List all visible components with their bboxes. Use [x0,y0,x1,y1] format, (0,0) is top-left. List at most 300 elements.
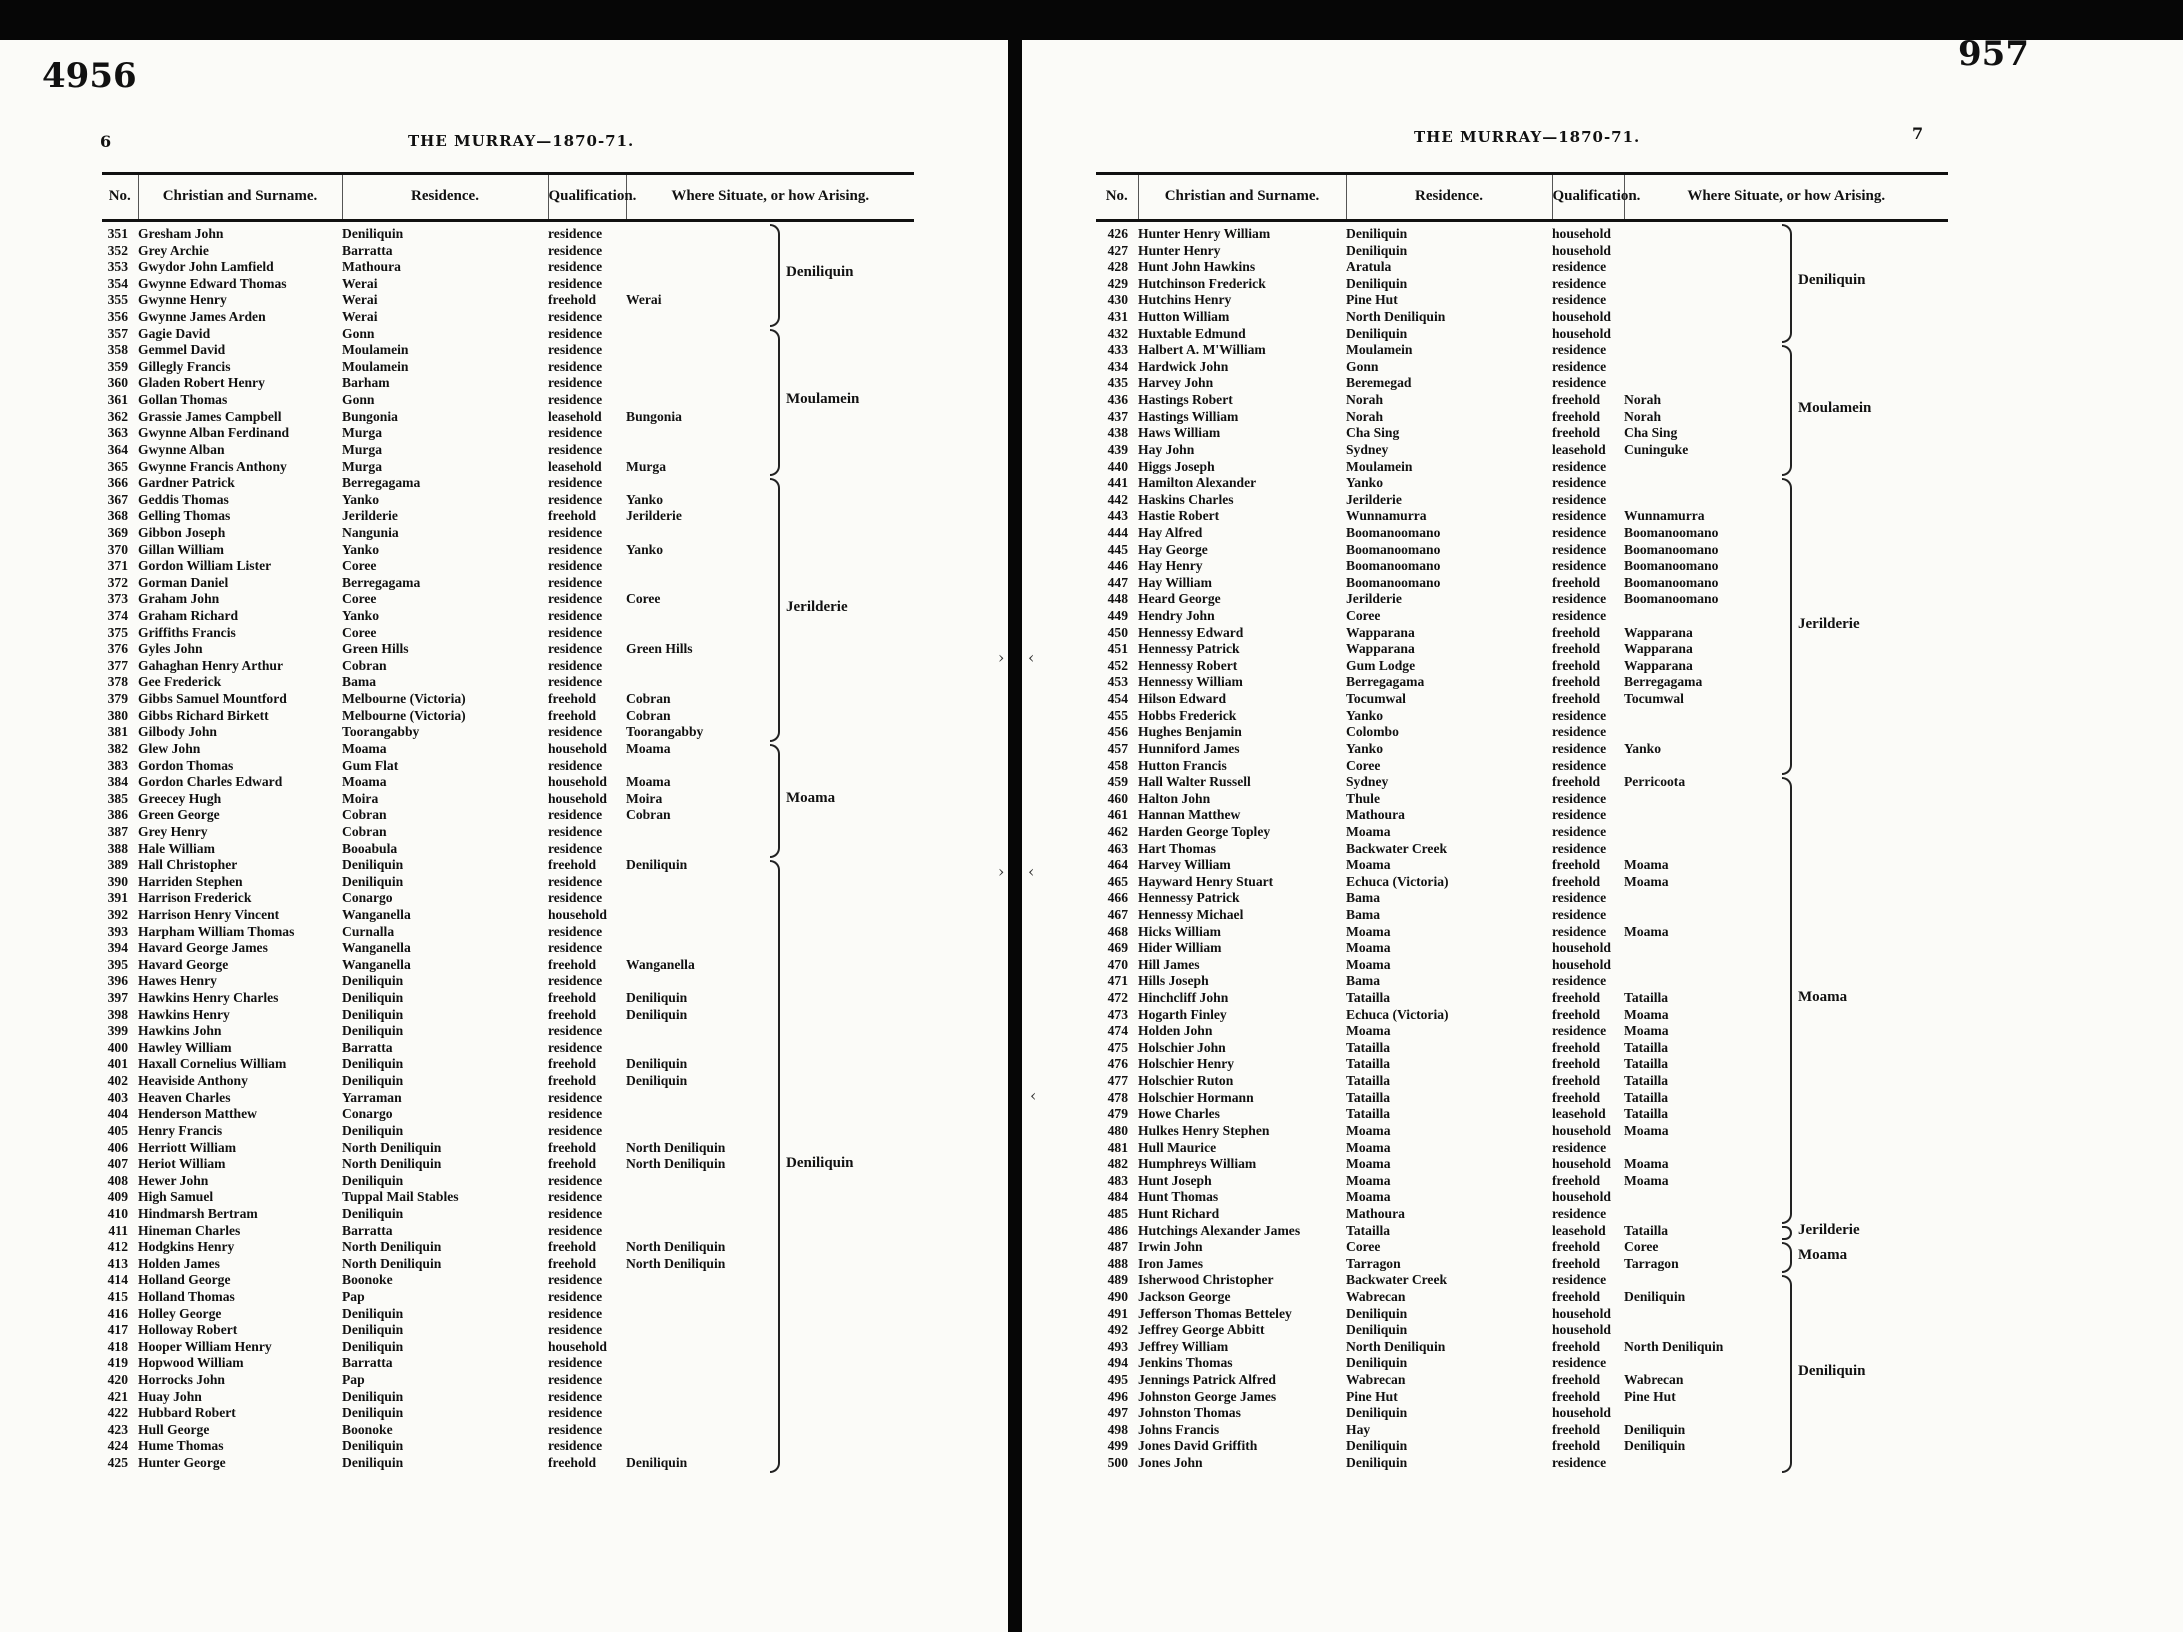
cell-qualification: residence [1552,608,1607,624]
cell-name: Grassie James Campbell [138,408,282,424]
cell-qualification: freehold [1552,1089,1601,1105]
cell-residence: Tatailla [1346,1056,1391,1072]
cell-name: Gyles John [138,641,203,657]
cell-name: Hay John [1138,441,1195,457]
cell-qualification: household [1552,1305,1611,1321]
cell-name: Holschier Henry [1138,1056,1235,1072]
cell-qualification: household [548,1338,607,1354]
cell-qualification: residence [548,1421,603,1437]
cell-no: 366 [107,475,128,491]
cell-qualification: residence [1552,757,1607,773]
cell-no: 376 [107,641,128,657]
gutter-mark: › [998,648,1005,667]
cell-no: 369 [107,524,128,540]
table-row [1096,508,1948,525]
cell-no: 431 [1107,309,1128,325]
cell-qualification: residence [548,358,603,374]
table-row [102,1256,914,1273]
cell-qualification: freehold [1552,574,1601,590]
cell-name: Huxtable Edmund [1138,325,1246,341]
cell-name: Holschier Hormann [1138,1089,1254,1105]
cell-qualification: residence [548,973,603,989]
cell-qualification: freehold [1552,1421,1601,1437]
cell-name: Hay William [1138,574,1212,590]
cell-residence: Deniliquin [342,1023,404,1039]
cell-where: Norah [1624,408,1662,424]
cell-residence: Yanko [342,541,380,557]
cell-no: 389 [107,857,128,873]
table-header-row [1096,174,1948,221]
cell-name: Hobbs Frederick [1138,707,1237,723]
table-row [1096,558,1948,575]
table-row [102,221,914,243]
cell-name: Isherwood Christopher [1138,1272,1274,1288]
cell-qualification: residence [1552,292,1607,308]
cell-no: 378 [107,674,128,690]
table-row [1096,1156,1948,1173]
table-row [1096,907,1948,924]
cell-name: Holden John [1138,1023,1213,1039]
cell-where: Moama [1624,857,1669,873]
cell-where: Wabrecan [1624,1372,1684,1388]
cell-name: Jennings Patrick Alfred [1138,1372,1276,1388]
cell-residence: Wunnamurra [1346,508,1427,524]
cell-residence: North Deniliquin [342,1239,442,1255]
cell-qualification: freehold [1552,674,1601,690]
cell-name: Horrocks John [138,1372,225,1388]
cell-where: Boomanoomano [1624,591,1719,607]
cell-residence: Yanko [1346,475,1384,491]
table-row [102,1389,914,1406]
cell-no: 397 [107,990,128,1006]
cell-qualification: freehold [1552,873,1601,889]
table-row [102,874,914,891]
cell-residence: Deniliquin [342,1305,404,1321]
cell-residence: Tocumwal [1346,691,1406,707]
cell-name: Gordon Charles Edward [138,774,283,790]
cell-qualification: residence [1552,259,1607,275]
cell-no: 391 [107,890,128,906]
cell-qualification: freehold [1552,408,1601,424]
table-row [1096,774,1948,791]
cell-name: Hennessy William [1138,674,1243,690]
cell-residence: Murga [342,458,383,474]
table-row [1096,674,1948,691]
cell-residence: Cha Sing [1346,425,1400,441]
cell-qualification: residence [1552,375,1607,391]
group-label: Moulamein [1798,399,1872,416]
cell-name: Graham John [138,591,220,607]
cell-no: 478 [1107,1089,1128,1105]
cell-where: Coree [626,591,661,607]
table-row [102,990,914,1007]
cell-qualification: residence [548,1222,603,1238]
cell-no: 387 [107,823,128,839]
cell-where: Moama [1624,873,1669,889]
table-row [1096,708,1948,725]
table-row [102,708,914,725]
table-row [1096,1040,1948,1057]
cell-name: Hull Maurice [1138,1139,1217,1155]
cell-name: Hayward Henry Stuart [1138,873,1274,889]
table-row [1096,1090,1948,1107]
cell-name: Irwin John [1138,1239,1203,1255]
cell-name: Grey Archie [138,242,209,258]
cell-residence: Deniliquin [1346,1355,1408,1371]
cell-residence: Moama [1346,857,1391,873]
cell-residence: Moama [1346,1156,1391,1172]
cell-qualification: residence [548,375,603,391]
cell-residence: Moulamein [1346,458,1413,474]
cell-name: Hale William [138,840,215,856]
cell-residence: Beremegad [1346,375,1412,391]
table-row [1096,973,1948,990]
group-bracket [1782,1275,1792,1472]
cell-qualification: residence [1552,1455,1607,1471]
cell-residence: Moama [342,740,387,756]
cell-no: 385 [107,790,128,806]
cell-no: 452 [1107,657,1128,673]
cell-where: Werai [626,292,662,308]
cell-qualification: residence [548,558,603,574]
cell-no: 461 [1107,807,1128,823]
cell-residence: Nangunia [342,524,399,540]
cell-residence: North Deniliquin [1346,309,1446,325]
cell-name: Hawkins Henry [138,1006,230,1022]
cell-no: 432 [1107,325,1128,341]
cell-where: Tocumwal [1624,691,1684,707]
table-row [1096,1206,1948,1223]
cell-qualification: freehold [1552,774,1601,790]
cell-no: 492 [1107,1322,1128,1338]
cell-qualification: residence [548,1388,603,1404]
cell-residence: Cobran [342,807,387,823]
cell-no: 405 [107,1122,128,1138]
cell-name: Harvey William [1138,857,1231,873]
cell-residence: Deniliquin [1346,1405,1408,1421]
cell-residence: Melbourne (Victoria) [342,691,466,707]
cell-no: 480 [1107,1122,1128,1138]
cell-no: 460 [1107,790,1128,806]
table-row [102,907,914,924]
cell-qualification: residence [548,309,603,325]
table-row [102,375,914,392]
column-header-no: No. [102,174,138,221]
cell-no: 424 [107,1438,128,1454]
cell-residence: North Deniliquin [342,1139,442,1155]
cell-residence: Jerilderie [342,508,398,524]
cell-residence: Tatailla [1346,1073,1391,1089]
cell-qualification: freehold [548,990,597,1006]
cell-no: 410 [107,1205,128,1221]
cell-residence: Murga [342,425,383,441]
table-row [102,1289,914,1306]
cell-no: 479 [1107,1106,1128,1122]
cell-where: Tatailla [1624,1106,1669,1122]
group-bracket [1782,345,1792,476]
cell-qualification: residence [1552,973,1607,989]
cell-no: 500 [1107,1455,1128,1471]
cell-qualification: leasehold [1552,1106,1606,1122]
cell-name: Hall Christopher [138,857,238,873]
table-row [102,691,914,708]
group-bracket [770,478,780,742]
table-row [1096,326,1948,343]
table-row [1096,841,1948,858]
cell-residence: Bama [1346,890,1380,906]
cell-residence: North Deniliquin [1346,1338,1446,1354]
cell-name: Hawes Henry [138,973,217,989]
cell-name: Halbert A. M'William [1138,342,1266,358]
cell-no: 438 [1107,425,1128,441]
cell-name: Gordon William Lister [138,558,272,574]
table-row [1096,425,1948,442]
cell-qualification: residence [548,873,603,889]
cell-residence: Barratta [342,1222,393,1238]
cell-no: 353 [107,259,128,275]
cell-qualification: household [1552,226,1611,241]
cell-name: Hider William [1138,940,1222,956]
cell-qualification: freehold [548,691,597,707]
cell-qualification: residence [1552,342,1607,358]
cell-where: North Deniliquin [626,1139,726,1155]
cell-no: 465 [1107,873,1128,889]
table-row [102,558,914,575]
cell-where: Tatailla [1624,1089,1669,1105]
cell-residence: Moama [1346,1189,1391,1205]
table-row [1096,1106,1948,1123]
cell-no: 481 [1107,1139,1128,1155]
cell-qualification: freehold [548,1006,597,1022]
table-row [102,940,914,957]
cell-qualification: residence [548,259,603,275]
table-row [1096,375,1948,392]
left-folio: 4956 [42,56,137,96]
cell-residence: Berregagama [342,475,421,491]
table-row [1096,1422,1948,1439]
cell-no: 455 [1107,707,1128,723]
cell-no: 429 [1107,275,1128,291]
group-label: Deniliquin [786,1155,854,1172]
cell-qualification: residence [548,591,603,607]
cell-qualification: residence [1552,591,1607,607]
cell-no: 408 [107,1172,128,1188]
cell-no: 469 [1107,940,1128,956]
cell-qualification: residence [548,674,603,690]
cell-residence: Aratula [1346,259,1392,275]
cell-residence: Werai [342,275,378,291]
cell-residence: Deniliquin [1346,275,1408,291]
cell-name: Hooper William Henry [138,1338,272,1354]
cell-residence: Deniliquin [1346,242,1408,258]
cell-no: 451 [1107,641,1128,657]
cell-where: Moama [1624,1023,1669,1039]
cell-residence: Deniliquin [342,1006,404,1022]
cell-no: 417 [107,1322,128,1338]
cell-where: Wunnamurra [1624,508,1705,524]
table-row [1096,691,1948,708]
cell-no: 494 [1107,1355,1128,1371]
cell-no: 358 [107,342,128,358]
cell-qualification: residence [548,1372,603,1388]
cell-name: Jones David Griffith [1138,1438,1258,1454]
cell-qualification: household [1552,956,1611,972]
cell-no: 415 [107,1289,128,1304]
table-row [102,924,914,941]
cell-qualification: leasehold [1552,441,1606,457]
cell-qualification: residence [1552,823,1607,839]
cell-name: Griffiths Francis [138,624,236,640]
table-row [1096,758,1948,775]
cell-no: 363 [107,425,128,441]
cell-residence: Moama [1346,923,1391,939]
cell-residence: Coree [342,591,377,607]
cell-no: 484 [1107,1189,1128,1205]
table-row [102,492,914,509]
cell-qualification: household [548,774,607,790]
cell-qualification: residence [548,1355,603,1371]
cell-no: 446 [1107,558,1128,574]
cell-residence: Gonn [1346,358,1379,374]
cell-no: 493 [1107,1338,1128,1354]
cell-where: Deniliquin [626,1056,688,1072]
cell-where: Cobran [626,691,671,707]
cell-residence: Deniliquin [342,1205,404,1221]
group-label: Moama [1798,989,1848,1006]
cell-where: Boomanoomano [1624,574,1719,590]
cell-qualification: residence [548,392,603,408]
table-row [1096,791,1948,808]
cell-residence: Wanganella [342,940,411,956]
cell-residence: Wabrecan [1346,1289,1406,1304]
table-row [1096,591,1948,608]
table-row [102,1140,914,1157]
cell-qualification: freehold [1552,990,1601,1006]
table-row [1096,957,1948,974]
cell-residence: Coree [342,558,377,574]
group-bracket [770,329,780,476]
left-page [0,40,1008,1632]
cell-residence: Deniliquin [342,973,404,989]
cell-name: Grey Henry [138,823,208,839]
cell-no: 475 [1107,1039,1128,1055]
cell-name: Holley George [138,1305,222,1321]
cell-no: 425 [107,1455,128,1471]
cell-qualification: freehold [1552,1056,1601,1072]
cell-name: Henderson Matthew [138,1106,257,1122]
cell-name: Hart Thomas [1138,840,1216,856]
cell-residence: Wabrecan [1346,1372,1406,1388]
cell-qualification: residence [548,342,603,358]
cell-no: 458 [1107,757,1128,773]
cell-qualification: residence [1552,475,1607,491]
cell-name: Hunter Henry [1138,242,1221,258]
cell-residence: Boonoke [342,1272,393,1288]
cell-qualification: residence [1552,840,1607,856]
column-header-name: Christian and Surname. [1138,174,1346,221]
cell-residence: Melbourne (Victoria) [342,707,466,723]
cell-name: Gwynne Henry [138,292,227,308]
table-row [102,1355,914,1372]
group-label: Deniliquin [1798,1363,1866,1380]
cell-residence: Yanko [1346,740,1384,756]
cell-qualification: freehold [1552,1006,1601,1022]
cell-no: 472 [1107,990,1128,1006]
cell-qualification: residence [548,1023,603,1039]
cell-qualification: residence [548,275,603,291]
cell-no: 459 [1107,774,1128,790]
cell-no: 374 [107,608,128,624]
cell-name: Holland Thomas [138,1289,235,1304]
cell-name: Johnston George James [1138,1388,1277,1404]
cell-name: Howe Charles [1138,1106,1220,1122]
gutter-mark: ‹ [1028,862,1035,881]
cell-name: Hennessy Patrick [1138,641,1240,657]
cell-no: 419 [107,1355,128,1371]
cell-where: Wanganella [626,956,695,972]
table-row [102,1023,914,1040]
cell-qualification: residence [548,1089,603,1105]
cell-qualification: residence [548,524,603,540]
cell-residence: Barham [342,375,390,391]
cell-name: Hennessy Patrick [1138,890,1240,906]
cell-name: Hilson Edward [1138,691,1227,707]
table-row [102,758,914,775]
cell-qualification: household [548,790,607,806]
cell-qualification: freehold [1552,392,1601,408]
cell-residence: Pap [342,1372,365,1388]
column-header-where-situate: Where Situate, or how Arising. [626,174,914,221]
cell-qualification: residence [548,1405,603,1421]
cell-no: 413 [107,1255,128,1271]
cell-residence: Wapparana [1346,641,1415,657]
table-row [102,841,914,858]
cell-qualification: freehold [548,857,597,873]
table-row [102,542,914,559]
cell-no: 423 [107,1421,128,1437]
cell-qualification: freehold [548,1056,597,1072]
cell-qualification: freehold [1552,857,1601,873]
cell-name: Hay George [1138,541,1208,557]
table-row [102,292,914,309]
cell-qualification: residence [548,541,603,557]
table-row [102,1438,914,1455]
cell-no: 392 [107,906,128,922]
electoral-roll-table-left [102,172,914,1472]
cell-no: 447 [1107,574,1128,590]
cell-no: 409 [107,1189,128,1205]
cell-residence: Deniliquin [342,1388,404,1404]
cell-no: 368 [107,508,128,524]
table-row [1096,658,1948,675]
cell-qualification: residence [1552,724,1607,740]
cell-residence: Backwater Creek [1346,840,1448,856]
cell-name: Henry Francis [138,1122,223,1138]
cell-residence: North Deniliquin [342,1156,442,1172]
table-row [1096,243,1948,260]
cell-residence: Yarraman [342,1089,402,1105]
cell-name: Gwynne Alban [138,441,225,457]
table-row [102,1339,914,1356]
cell-residence: Werai [342,292,378,308]
table-row [1096,1272,1948,1289]
cell-qualification: residence [1552,541,1607,557]
cell-qualification: leasehold [1552,1222,1606,1238]
table-row [1096,940,1948,957]
table-row [102,1056,914,1073]
table-row [102,1223,914,1240]
table-row [102,857,914,874]
